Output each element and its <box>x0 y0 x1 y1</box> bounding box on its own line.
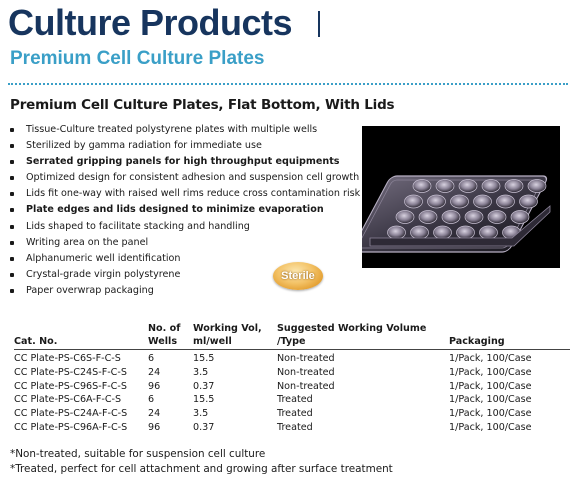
footnote-non-treated: *Non-treated, suitable for suspension cell culture <box>10 448 266 460</box>
cell-packaging: 1/Pack, 100/Case <box>449 394 532 406</box>
feature-text: Sterilized by gamma radiation for immediate use <box>26 140 262 152</box>
bullet-icon <box>10 241 14 245</box>
well <box>497 195 515 208</box>
well <box>411 226 429 239</box>
header-packaging: Packaging <box>449 323 570 350</box>
header-working-volume: Working Vol, ml/well <box>193 323 277 350</box>
table-row <box>14 350 570 366</box>
table-header-row <box>14 323 570 350</box>
bullet-icon <box>10 192 14 196</box>
bullet-icon <box>10 128 14 132</box>
cell-type: Treated <box>277 421 313 433</box>
bullet-icon <box>10 225 14 229</box>
well <box>480 226 498 239</box>
feature-text: Serrated gripping panels for high throughput equipments <box>26 156 340 168</box>
product-table <box>14 323 570 435</box>
feature-item <box>10 235 360 251</box>
feature-item <box>10 202 360 218</box>
cell-type: Non-treated <box>277 366 335 378</box>
cell-cat-no: CC Plate-PS-C96A-F-C-S <box>14 421 128 433</box>
feature-item <box>10 154 360 170</box>
sterile-badge <box>273 262 323 290</box>
cell-type: Non-treated <box>277 353 335 364</box>
feature-item <box>10 170 360 186</box>
well <box>459 180 477 193</box>
cell-vol: 0.37 <box>193 421 215 433</box>
feature-text: Lids shaped to facilitate stacking and handling <box>26 220 250 232</box>
feature-text: Writing area on the panel <box>26 236 149 248</box>
page-subtitle: Premium Cell Culture Plates <box>10 48 265 69</box>
cell-cat-no: CC Plate-PS-C24S-F-C-S <box>14 366 127 378</box>
footnotes <box>10 447 393 477</box>
table-row <box>14 380 570 394</box>
feature-text: Paper overwrap packaging <box>26 284 154 296</box>
cell-packaging: 1/Pack, 100/Case <box>449 408 532 420</box>
well <box>396 211 414 224</box>
cell-wells: 6 <box>148 394 155 406</box>
feature-text: Alphanumeric well identification <box>26 252 181 264</box>
well <box>442 211 460 224</box>
well <box>474 195 492 208</box>
footnote-treated: *Treated, perfect for cell attachment and growing after surface treatment <box>10 463 393 475</box>
table-row <box>14 366 570 380</box>
bullet-icon <box>10 160 14 164</box>
title-divider <box>318 11 320 37</box>
cell-vol: 3.5 <box>193 408 209 420</box>
bullet-icon <box>10 144 14 148</box>
well <box>388 226 406 239</box>
bullet-icon <box>10 176 14 180</box>
bullet-icon <box>10 289 14 293</box>
well <box>528 180 546 193</box>
cell-type: Treated <box>277 394 313 406</box>
cell-vol: 0.37 <box>193 380 215 392</box>
cell-vol: 3.5 <box>193 366 209 378</box>
bullet-icon <box>10 273 14 277</box>
product-photo <box>362 126 560 268</box>
cell-wells: 96 <box>148 380 161 392</box>
cell-vol: 15.5 <box>193 353 215 364</box>
well <box>405 195 423 208</box>
dotted-divider <box>8 83 568 85</box>
well <box>436 180 454 193</box>
cell-wells: 6 <box>148 353 155 364</box>
cell-packaging: 1/Pack, 100/Case <box>449 366 532 378</box>
cell-packaging: 1/Pack, 100/Case <box>449 421 532 433</box>
well <box>465 211 483 224</box>
sterile-badge-label: Sterile <box>281 270 315 282</box>
cell-packaging: 1/Pack, 100/Case <box>449 353 532 364</box>
feature-text: Plate edges and lids designed to minimize evaporation <box>26 204 324 216</box>
table-row <box>14 421 570 435</box>
feature-item <box>10 122 360 138</box>
well <box>505 180 523 193</box>
feature-text: Lids fit one-way with raised well rims reduce cross contamination risk <box>26 188 361 200</box>
header-cat-no: Cat. No. <box>14 323 148 350</box>
well <box>511 211 529 224</box>
well <box>419 211 437 224</box>
bullet-icon <box>10 257 14 261</box>
well <box>488 211 506 224</box>
header-suggested-volume: Suggested Working Volume /Type <box>277 323 449 350</box>
well <box>434 226 452 239</box>
feature-text: Crystal-grade virgin polystyrene <box>26 268 181 280</box>
well <box>413 180 431 193</box>
cell-cat-no: CC Plate-PS-C6S-F-C-S <box>14 353 121 364</box>
section-heading: Premium Cell Culture Plates, Flat Bottom, With Lids <box>10 97 395 113</box>
well <box>451 195 469 208</box>
feature-item <box>10 219 360 235</box>
feature-item <box>10 138 360 154</box>
feature-item <box>10 186 360 202</box>
well <box>520 195 538 208</box>
cell-vol: 15.5 <box>193 394 215 406</box>
cell-cat-no: CC Plate-PS-C96S-F-C-S <box>14 380 127 392</box>
well <box>482 180 500 193</box>
cell-cat-no: CC Plate-PS-C24A-F-C-S <box>14 408 128 420</box>
cell-wells: 96 <box>148 421 161 433</box>
bullet-icon <box>10 208 14 212</box>
table-row <box>14 393 570 407</box>
cell-type: Treated <box>277 408 313 420</box>
well <box>428 195 446 208</box>
cell-wells: 24 <box>148 408 161 420</box>
cell-type: Non-treated <box>277 380 335 392</box>
cell-wells: 24 <box>148 366 161 378</box>
page-title: Culture Products <box>8 2 293 43</box>
cell-cat-no: CC Plate-PS-C6A-F-C-S <box>14 394 122 406</box>
feature-text: Tissue-Culture treated polystyrene plates with multiple wells <box>26 124 318 135</box>
table-row <box>14 407 570 421</box>
well <box>457 226 475 239</box>
header-wells: No. of Wells <box>148 323 193 350</box>
cell-packaging: 1/Pack, 100/Case <box>449 380 532 392</box>
feature-text: Optimized design for consistent adhesion and suspension cell growth <box>26 172 360 184</box>
